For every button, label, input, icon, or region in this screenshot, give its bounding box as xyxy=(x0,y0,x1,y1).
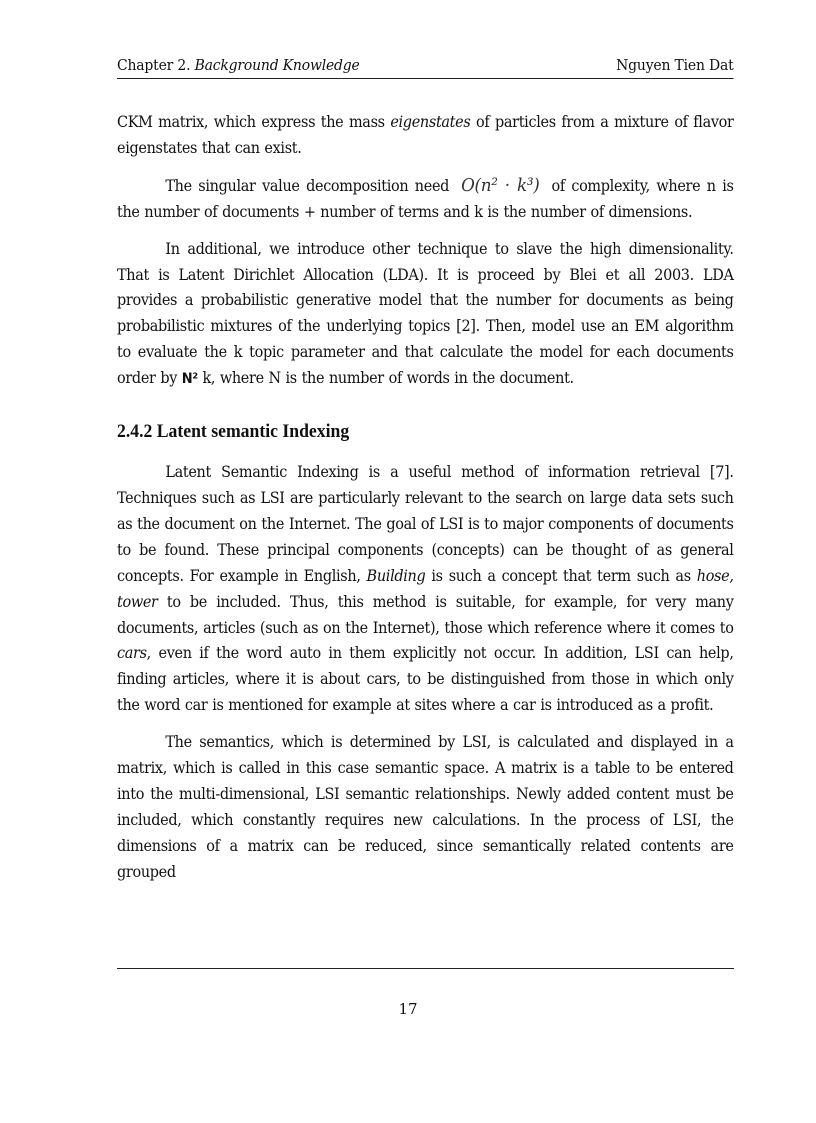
footer-divider xyxy=(117,968,734,969)
header-author: Nguyen Tien Dat xyxy=(616,56,734,74)
paragraph-lsi-intro: Latent Semantic Indexing is a useful method of information retrieval [7]. Techniques such as LSI are particularly relevant to the search on large data sets such as the document on the Internet. The goal of LSI is to major components of documents to be found. These principal components (concepts) can be thought of as general concepts. For example in English, Building is such a concept that term such as hose, tower to be included. Thus, this method is suitable, for example, for very many documents, articles (such as on the Internet), those which reference where it comes to cars, even if the word auto in them explicitly not occur. In addition, LSI can help, finding articles, where it is about cars, to be distinguished from those in which only the word car is mentioned for example at sites where a car is introduced as a profit. xyxy=(117,463,734,715)
svd-complexity-formula: O(n² · k³) xyxy=(461,174,540,196)
paragraph-svd: The singular value decomposition need O(n² · k³) of complexity, where n is the number of documents + number of terms and k is the number of dimensions. xyxy=(117,174,734,221)
header-chapter xyxy=(117,56,360,74)
chapter-title: Background Knowledge xyxy=(194,56,360,74)
lda-order-formula: N² xyxy=(181,371,198,388)
chapter-label: Chapter 2. xyxy=(117,56,191,74)
page-number: 17 xyxy=(398,1000,418,1018)
paragraph-ckm: CKM matrix, which express the mass eigenstates of particles from a mixture of flavor eigenstates that can exist. xyxy=(117,113,734,157)
page-header xyxy=(117,56,734,79)
paragraph-lsi-semantics: The semantics, which is determined by LSI, is calculated and displayed in a matrix, which is called in this case semantic space. A matrix is a table to be entered into the multi-dimensional, LSI semantic relationships. Newly added content must be included, which constantly requires new calculations. In the process of LSI, the dimensions of a matrix can be reduced, since semantically related contents are grouped xyxy=(117,733,734,881)
paragraph-lda: In additional, we introduce other technique to slave the high dimensionality. That is Latent Dirichlet Allocation (LDA). It is proceed by Blei et all 2003. LDA provides a probabilistic generative model that the number for documents as being probabilistic mixtures of the underlying topics [2]. Then, model use an EM algorithm to evaluate the k topic parameter and that calculate the model for each documents order by N² k, where N is the number of words in the document. xyxy=(117,239,734,388)
page-body xyxy=(117,110,734,897)
section-heading: 2.4.2 Latent semantic Indexing xyxy=(117,421,350,443)
